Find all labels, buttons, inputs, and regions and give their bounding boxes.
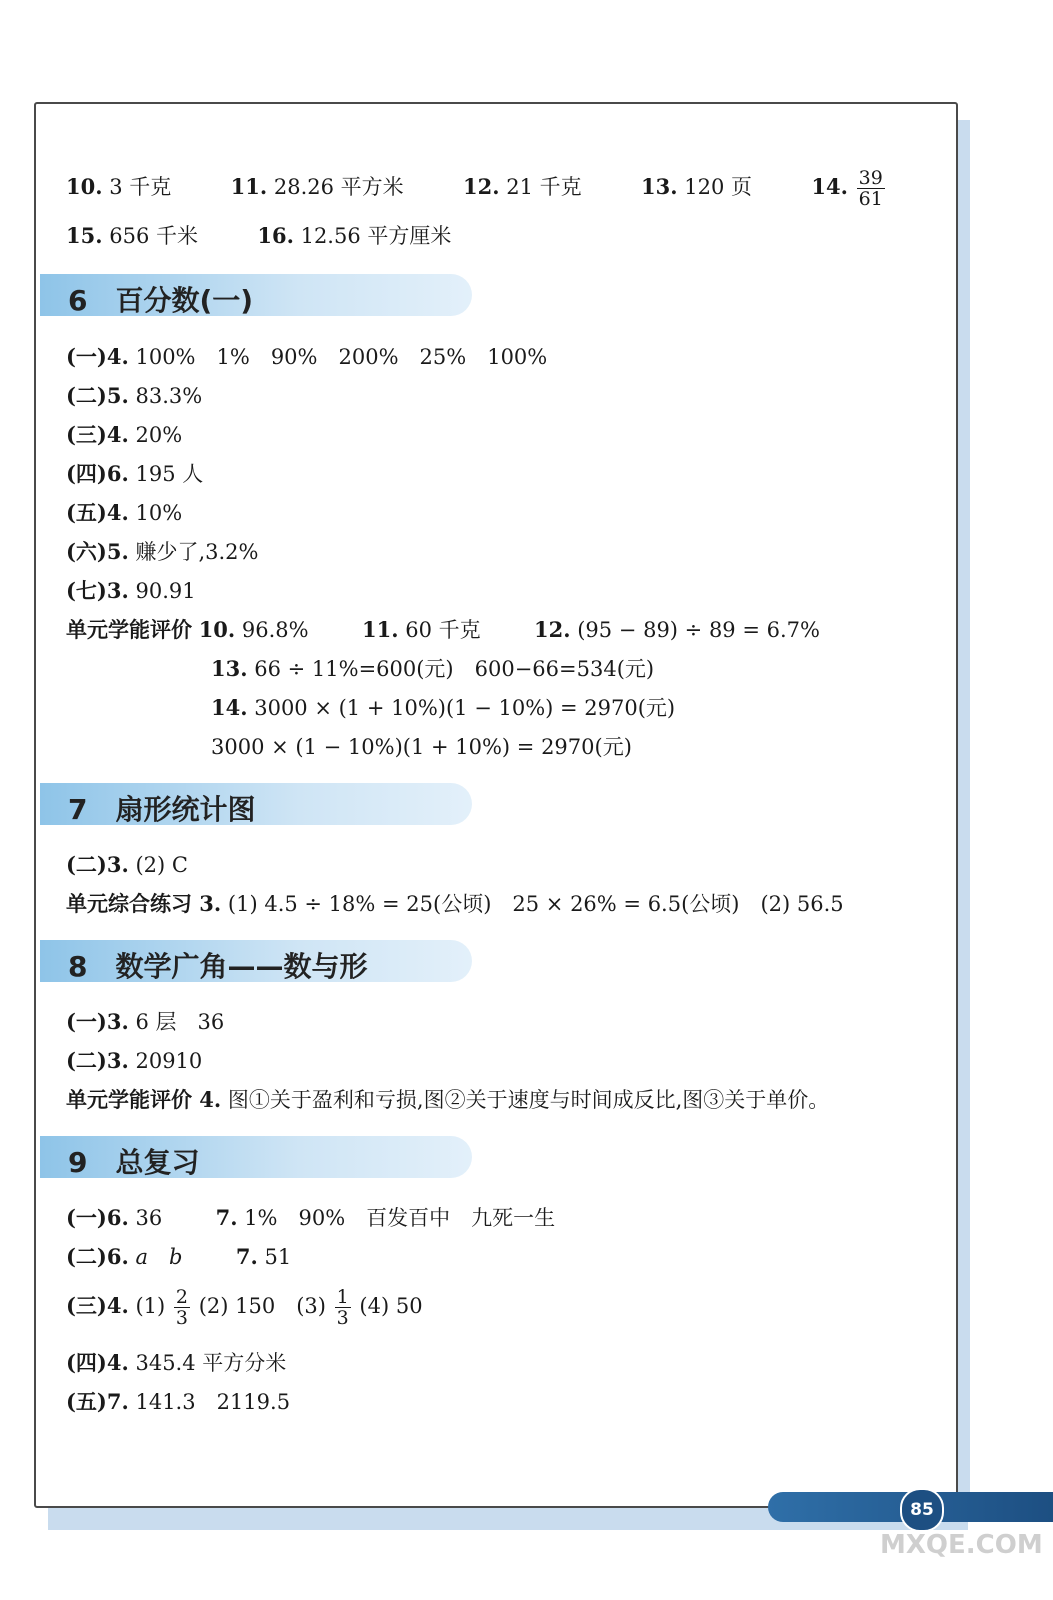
answer-line: (七)3. 90.91: [66, 578, 196, 603]
item-number: 12.: [463, 174, 500, 199]
page-number: 85: [900, 1488, 944, 1532]
section-title: 扇形统计图: [115, 793, 256, 826]
fraction: $\frac{1}{3}$: [336, 1286, 349, 1329]
answer-text: 3 千克: [102, 175, 172, 199]
answer-line: (一)3. 6 层 36: [66, 1009, 225, 1034]
fraction: $\frac{39}{61}$: [858, 167, 883, 210]
section-number: 6: [68, 284, 88, 317]
section-header-6: [40, 274, 472, 316]
answer-line: (二)5. 83.3%: [66, 383, 203, 408]
answer-line: (一)4. 100% 1% 90% 200% 25% 100%: [66, 344, 548, 369]
item-number: 16.: [257, 223, 294, 248]
answer-text: 28.26 平方米: [267, 175, 404, 199]
answer-text: 656 千米: [102, 224, 198, 248]
answer-line-15-16: [66, 222, 451, 250]
answer-line: (二)6. a b 7. 51: [66, 1244, 292, 1269]
section-header-9: [40, 1136, 472, 1178]
section-number: 8: [68, 950, 88, 983]
item-number: 14.: [811, 174, 848, 199]
item-number: 10.: [66, 174, 103, 199]
section-header-7: [40, 783, 472, 825]
answer-line: 3000 × (1 − 10%)(1 + 10%) = 2970(元): [211, 735, 632, 759]
answer-line: (四)6. 195 人: [66, 461, 204, 486]
item-number: 15.: [66, 223, 103, 248]
section-title: 数学广角——数与形: [115, 950, 368, 983]
answer-line: 单元学能评价 4. 图①关于盈利和亏损,图②关于速度与时间成反比,图③关于单价。: [66, 1087, 830, 1112]
answer-line: (五)7. 141.3 2119.5: [66, 1389, 291, 1414]
answer-line-unit-eval: 单元学能评价 10. 96.8% 11. 60 千克 12. (95 − 89) ÷ 89 = 6.7%: [66, 617, 820, 642]
item-number: 13.: [641, 174, 678, 199]
answer-line-10-14: [66, 168, 887, 209]
fraction: $\frac{2}{3}$: [175, 1286, 188, 1329]
section-title: 百分数(一): [115, 284, 254, 317]
answer-line: (六)5. 赚少了,3.2%: [66, 539, 259, 564]
section-header-8: [40, 940, 472, 982]
answer-line: 14. 3000 × (1 + 10%)(1 − 10%) = 2970(元): [211, 695, 676, 720]
section-title: 总复习: [115, 1146, 200, 1179]
answer-line: 单元综合练习 3. (1) 4.5 ÷ 18% = 25(公顷) 25 × 26% = 6.5(公顷) (2) 56.5: [66, 891, 844, 916]
item-number: 11.: [230, 174, 268, 199]
watermark: MXQE.COM: [880, 1530, 1043, 1560]
section-number: 9: [68, 1146, 88, 1179]
answer-text: 21 千克: [499, 175, 582, 199]
section-number: 7: [68, 793, 88, 826]
answer-line: (三)4. 20%: [66, 422, 183, 447]
answer-text: 12.56 平方厘米: [293, 224, 452, 248]
answer-text: 120 页: [677, 175, 753, 199]
answer-line: (五)4. 10%: [66, 500, 183, 525]
answer-line: (一)6. 36 7. 1% 90% 百发百中 九死一生: [66, 1205, 556, 1230]
answer-line: (二)3. (2) C: [66, 852, 188, 877]
answer-line: 13. 66 ÷ 11%=600(元) 600−66=534(元): [211, 656, 655, 681]
answer-line-fractions: (三)4. (1) $\frac{2}{3}$ (2) 150 (3) $\frac{1}{3}$ (4) 50: [66, 1286, 423, 1329]
answer-line: (四)4. 345.4 平方分米: [66, 1350, 287, 1375]
answer-line: (二)3. 20910: [66, 1048, 203, 1073]
